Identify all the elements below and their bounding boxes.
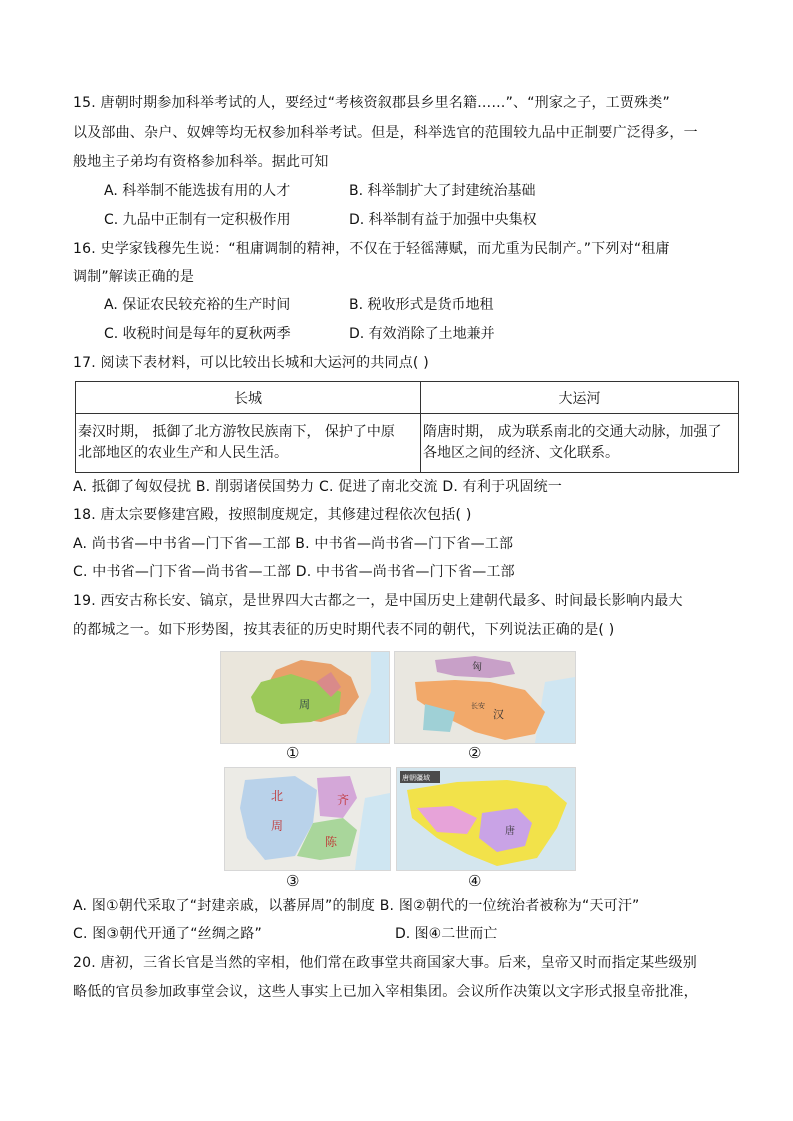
q17-header-grand-canal: 大运河 xyxy=(421,382,739,414)
q20-stem-line-1: 20. 唐初，三省长官是当然的宰相，他们常在政事堂共商国家大事。后来，皇帝又时而指定某些级别 xyxy=(73,955,697,971)
map-han-label-xiongnu: 匈 xyxy=(472,662,482,673)
q17-options: A. 抵御了匈奴侵扰 B. 削弱诸侯国势力 C. 促进了南北交流 D. 有利于巩固统一 xyxy=(73,479,563,495)
q17-cell-great-wall-line-1: 秦汉时期， 抵御了北方游牧民族南下， 保护了中原 xyxy=(78,424,395,440)
q18-stem: 18. 唐太宗要修建宫殿，按照制度规定，其修建过程依次包括( ) xyxy=(73,507,472,523)
q16-option-d: D. 有效消除了土地兼并 xyxy=(349,326,495,342)
map-han-caption: ② xyxy=(468,744,482,762)
q17-comparison-table xyxy=(75,381,739,473)
q16-option-a: A. 保证农民较充裕的生产时间 xyxy=(104,297,291,313)
q15-option-d: D. 科举制有益于加强中央集权 xyxy=(349,212,537,228)
q17-cell-grand-canal-line-2: 各地区之间的经济、文化联系。 xyxy=(423,445,619,461)
map-zhou-dynasty xyxy=(220,651,390,744)
q16-stem-line-2: 调制”解读正确的是 xyxy=(73,269,195,285)
map-label-chen: 陈 xyxy=(325,835,338,849)
q19-stem-line-2: 的都城之一。如下形势图，按其表征的历史时期代表不同的朝代，下列说法正确的是( ) xyxy=(73,622,615,638)
q15-stem-line-1: 15. 唐朝时期参加科举考试的人，要经过“考核资叙郡县乡里名籍……”、“刑家之子，工贾殊类” xyxy=(73,95,670,111)
q16-option-c: C. 收税时间是每年的夏秋两季 xyxy=(104,326,291,342)
map-han-dynasty xyxy=(394,651,576,744)
map-label-zhou: 周 xyxy=(271,819,284,833)
q19-option-d: D. 图④二世而亡 xyxy=(395,926,498,942)
q15-option-c: C. 九品中正制有一定积极作用 xyxy=(104,212,291,228)
q19-options-line-1: A. 图①朝代采取了“封建亲戚，以蕃屏周”的制度 B. 图②朝代的一位统治者被称为“天可汗” xyxy=(73,898,640,914)
q15-option-a: A. 科举制不能选拔有用的人才 xyxy=(104,183,291,199)
q15-option-b: B. 科举制扩大了封建统治基础 xyxy=(349,183,536,199)
q19-stem-line-1: 19. 西安古称长安、镐京，是世界四大古都之一，是中国历史上建朝代最多、时间最长影响内最大 xyxy=(73,593,683,609)
map-northern-caption: ③ xyxy=(286,872,300,890)
map-zhou-label: 周 xyxy=(299,698,310,711)
q17-header-great-wall: 长城 xyxy=(76,382,421,414)
q20-stem-line-2: 略低的官员参加政事堂会议，这些人事实上已加入宰相集团。会议所作决策以文字形式报皇帝批准， xyxy=(73,984,698,1000)
map-tang-label: 唐 xyxy=(505,826,515,837)
q17-cell-grand-canal xyxy=(421,414,739,473)
q17-cell-great-wall xyxy=(76,414,421,473)
q16-stem-line-1: 16. 史学家钱穆先生说：“租庸调制的精神，不仅在于轻徭薄赋，而尤重为民制产。”下列对“租庸 xyxy=(73,241,670,257)
q15-stem-line-3: 般地主子弟均有资格参加科举。据此可知 xyxy=(73,154,329,170)
q17-cell-grand-canal-line-1: 隋唐时期， 成为联系南北的交通大动脉，加强了 xyxy=(423,424,722,440)
q19-options-line-2: C. 图③朝代开通了“丝绸之路” xyxy=(73,926,262,942)
q16-option-b: B. 税收形式是货币地租 xyxy=(349,297,494,313)
map-northern-zhou-qi-chen xyxy=(224,767,391,871)
q17-cell-great-wall-line-2: 北部地区的农业生产和人民生活。 xyxy=(78,445,288,461)
map-han-label-han: 汉 xyxy=(493,708,504,721)
map-tang-dynasty xyxy=(396,767,576,871)
q17-stem: 17. 阅读下表材料，可以比较出长城和大运河的共同点( ) xyxy=(73,355,429,371)
map-tang-title: 唐朝疆域 xyxy=(402,774,430,782)
q18-options-line-2: C. 中书省—门下省—尚书省—工部 D. 中书省—尚书省—门下省—工部 xyxy=(73,564,515,580)
q18-options-line-1: A. 尚书省—中书省—门下省—工部 B. 中书省—尚书省—门下省—工部 xyxy=(73,536,514,552)
map-label-north: 北 xyxy=(271,789,284,803)
map-zhou-caption: ① xyxy=(286,744,300,762)
q15-stem-line-2: 以及部曲、杂户、奴婢等均无权参加科举考试。但是，科举选官的范围较九品中正制要广泛得多，一 xyxy=(73,125,698,141)
map-tang-caption: ④ xyxy=(468,872,482,890)
map-han-label-changan: 长安 xyxy=(471,702,485,710)
map-label-qi: 齐 xyxy=(337,793,350,807)
